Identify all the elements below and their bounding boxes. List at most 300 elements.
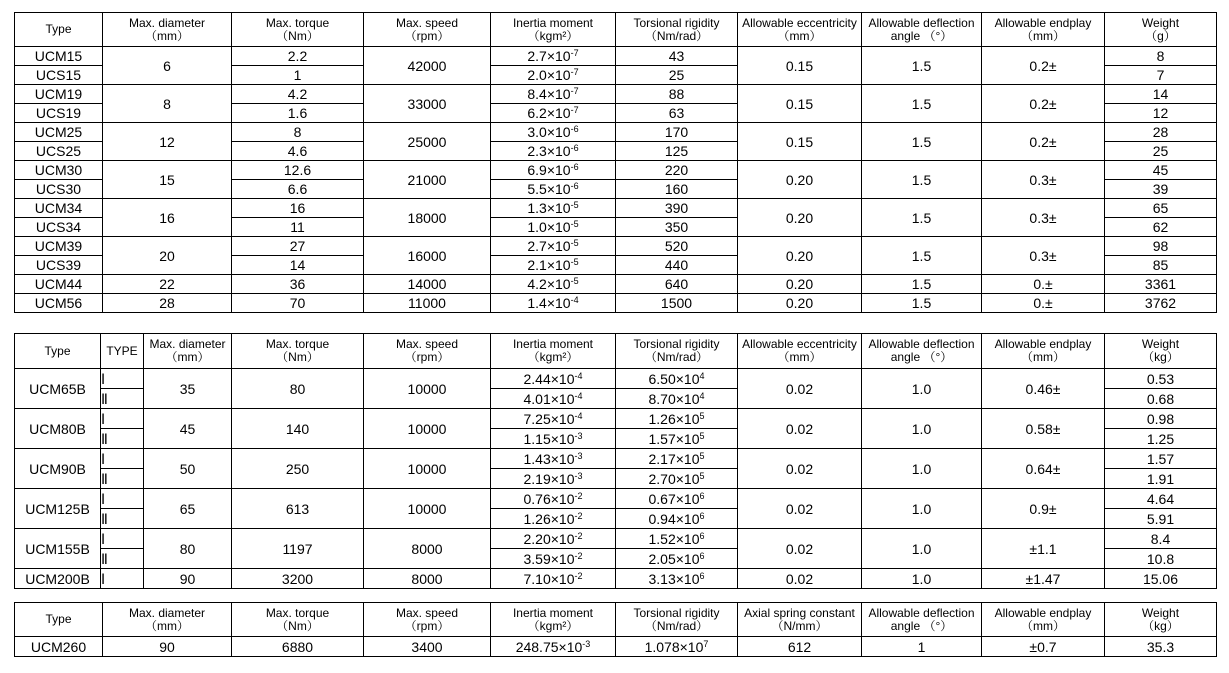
endplay-cell-text: ±1.47 <box>1025 570 1061 587</box>
variant-cell-text: Ⅰ <box>101 450 106 467</box>
speed-cell <box>364 85 491 123</box>
column-header <box>15 13 103 47</box>
endplay-cell-text: 0.58± <box>1025 420 1061 437</box>
spring-constant-cell-text: 612 <box>787 638 812 655</box>
rigidity-cell-exponent: 5 <box>699 410 705 421</box>
column-header-unit: （kg） <box>1142 618 1179 633</box>
rigidity-cell <box>616 47 738 66</box>
diameter-cell <box>103 275 232 294</box>
endplay-cell <box>982 294 1105 313</box>
inertia-cell-exponent: -7 <box>570 48 579 58</box>
diameter-cell-text: 45 <box>179 420 196 437</box>
table-row <box>15 369 1217 389</box>
variant-cell <box>101 469 144 489</box>
rigidity-cell-exponent: 6 <box>699 570 705 581</box>
weight-cell <box>1105 85 1217 104</box>
rigidity-cell <box>616 409 738 429</box>
column-header <box>982 334 1105 369</box>
torque-cell <box>232 275 364 294</box>
speed-cell-text: 18000 <box>407 209 447 226</box>
rigidity-cell-exponent: 5 <box>699 430 705 441</box>
rigidity-cell <box>616 569 738 589</box>
torque-cell-text: 6.6 <box>287 181 308 197</box>
type-cell <box>15 409 101 449</box>
weight-cell-text: 0.68 <box>1146 390 1175 407</box>
table-row <box>15 199 1217 218</box>
inertia-cell-exponent: -5 <box>570 200 579 210</box>
endplay-cell-text: 0.9± <box>1029 500 1057 517</box>
type-cell-text: UCM15 <box>34 48 83 64</box>
column-header <box>232 334 364 369</box>
torque-cell <box>232 637 364 657</box>
rigidity-cell <box>616 123 738 142</box>
weight-cell-text: 39 <box>1152 181 1169 197</box>
rigidity-cell <box>616 294 738 313</box>
weight-cell-text: 45 <box>1152 162 1169 178</box>
rigidity-cell <box>616 218 738 237</box>
speed-cell <box>364 123 491 161</box>
speed-cell-text: 42000 <box>407 57 447 74</box>
column-header-label: Allowable endplay <box>994 15 1092 30</box>
eccentricity-cell <box>738 294 862 313</box>
weight-cell-text: 1.91 <box>1146 470 1175 487</box>
type-cell-text: UCM260 <box>30 638 87 655</box>
torque-cell <box>232 180 364 199</box>
inertia-cell-text: 2.1×10 <box>527 257 571 273</box>
torque-cell <box>232 409 364 449</box>
eccentricity-cell-text: 0.20 <box>785 295 814 311</box>
inertia-cell-text: 3.0×10 <box>527 124 571 140</box>
endplay-cell <box>982 123 1105 161</box>
endplay-cell <box>982 529 1105 569</box>
diameter-cell <box>103 637 232 657</box>
column-header-unit: （kgm²） <box>527 618 579 633</box>
weight-cell <box>1105 123 1217 142</box>
rigidity-cell <box>616 142 738 161</box>
weight-cell <box>1105 637 1217 657</box>
column-header-unit: （kgm²） <box>527 350 579 364</box>
weight-cell-text: 3361 <box>1144 276 1177 292</box>
endplay-cell <box>982 569 1105 589</box>
rigidity-cell-text: 390 <box>664 200 689 216</box>
deflection-cell-text: 1.0 <box>911 380 932 397</box>
table-row <box>15 85 1217 104</box>
weight-cell <box>1105 104 1217 123</box>
rigidity-cell-exponent: 4 <box>699 390 705 401</box>
column-header <box>1105 13 1217 47</box>
torque-cell <box>232 569 364 589</box>
rigidity-cell <box>616 275 738 294</box>
deflection-cell-text: 1.0 <box>911 570 932 587</box>
type-cell <box>15 275 103 294</box>
eccentricity-cell-text: 0.20 <box>785 209 814 226</box>
inertia-cell-text: 2.3×10 <box>527 143 571 159</box>
diameter-cell <box>144 529 232 569</box>
weight-cell-text: 62 <box>1152 219 1169 235</box>
inertia-cell-exponent: -5 <box>570 219 579 229</box>
type-cell-text: UCM19 <box>34 86 83 102</box>
inertia-cell-text: 6.2×10 <box>527 105 571 121</box>
weight-cell-text: 10.8 <box>1146 550 1175 567</box>
diameter-cell <box>103 47 232 85</box>
column-header <box>1105 603 1217 637</box>
column-header-unit: （rpm） <box>404 28 450 43</box>
weight-cell-text: 85 <box>1152 257 1169 273</box>
deflection-cell <box>862 409 982 449</box>
deflection-cell-text: 1.5 <box>911 209 932 226</box>
column-header <box>364 603 491 637</box>
eccentricity-cell <box>738 237 862 275</box>
speed-cell-text: 10000 <box>407 380 447 397</box>
column-header-unit: （mm） <box>777 350 822 364</box>
eccentricity-cell-text: 0.15 <box>785 133 814 150</box>
coupling-spec-table-small <box>14 12 1217 313</box>
variant-cell <box>101 449 144 469</box>
column-header-unit: angle （°） <box>890 28 953 43</box>
deflection-cell-text: 1.5 <box>911 171 932 188</box>
type-cell-text: UCM39 <box>34 238 83 254</box>
speed-cell <box>364 369 491 409</box>
rigidity-cell-text: 88 <box>668 86 685 102</box>
column-header <box>491 13 616 47</box>
column-header-unit: （Nm/rad） <box>644 618 709 633</box>
rigidity-cell-text: 170 <box>664 124 689 140</box>
rigidity-cell-exponent: 6 <box>699 530 705 541</box>
rigidity-cell-exponent: 5 <box>699 450 705 461</box>
deflection-cell <box>862 161 982 199</box>
column-header <box>982 13 1105 47</box>
endplay-cell <box>982 489 1105 529</box>
rigidity-cell <box>616 180 738 199</box>
torque-cell-text: 12.6 <box>283 162 312 178</box>
type-cell-text: UCM80B <box>29 420 86 437</box>
type-cell-text: UCM56 <box>34 295 83 311</box>
rigidity-cell-text: 520 <box>664 238 689 254</box>
column-header-unit: （mm） <box>1021 350 1065 364</box>
speed-cell-text: 3400 <box>411 638 443 655</box>
rigidity-cell-text: 640 <box>664 276 689 292</box>
column-header <box>232 603 364 637</box>
rigidity-cell-text: 160 <box>664 181 689 197</box>
type-cell <box>15 104 103 123</box>
torque-cell <box>232 123 364 142</box>
weight-cell <box>1105 275 1217 294</box>
column-header-label: Max. speed <box>395 337 459 351</box>
endplay-cell <box>982 449 1105 489</box>
diameter-cell <box>103 199 232 237</box>
type-cell-text: UCS34 <box>35 219 82 235</box>
torque-cell <box>232 489 364 529</box>
torque-cell-text: 70 <box>289 295 306 311</box>
type-cell-text: UCM34 <box>34 200 83 216</box>
rigidity-cell <box>616 449 738 469</box>
column-header-unit: （rpm） <box>404 618 450 633</box>
spring-constant-cell <box>738 637 862 657</box>
column-header <box>738 334 862 369</box>
type-cell <box>15 66 103 85</box>
weight-cell <box>1105 294 1217 313</box>
torque-cell <box>232 199 364 218</box>
coupling-spec-table-ucm260 <box>14 602 1217 657</box>
inertia-cell-text: 2.0×10 <box>527 67 571 83</box>
deflection-cell <box>862 369 982 409</box>
column-header <box>862 334 982 369</box>
variant-cell-text: Ⅱ <box>101 470 108 487</box>
torque-cell <box>232 85 364 104</box>
inertia-cell-text: 4.2×10 <box>527 276 571 292</box>
inertia-cell-exponent: -5 <box>570 276 579 286</box>
variant-cell-text: Ⅱ <box>101 390 108 407</box>
weight-cell <box>1105 369 1217 389</box>
torque-cell-text: 16 <box>289 200 306 216</box>
speed-cell <box>364 529 491 569</box>
deflection-cell <box>862 47 982 85</box>
column-header-label: Max. speed <box>395 15 459 30</box>
weight-cell <box>1105 569 1217 589</box>
weight-cell-text: 15.06 <box>1142 570 1179 587</box>
eccentricity-cell-text: 0.15 <box>785 57 814 74</box>
column-header-unit: （mm） <box>165 350 210 364</box>
rigidity-cell-text: 440 <box>664 257 689 273</box>
eccentricity-cell-text: 0.02 <box>785 500 814 517</box>
header-row <box>15 334 1217 369</box>
deflection-cell-text: 1.5 <box>911 276 932 292</box>
speed-cell-text: 10000 <box>407 420 447 437</box>
type-cell-text: UCS15 <box>35 67 82 83</box>
rigidity-cell <box>616 529 738 549</box>
column-header-label: Allowable deflection <box>868 337 975 351</box>
column-header-label: Allowable deflection <box>868 605 975 620</box>
column-header-unit: （Nm） <box>276 350 319 364</box>
weight-cell-text: 14 <box>1152 86 1169 102</box>
diameter-cell-text: 20 <box>159 247 175 264</box>
type-cell <box>15 237 103 256</box>
column-header <box>232 13 364 47</box>
inertia-cell-exponent: -7 <box>570 67 579 77</box>
inertia-cell-text: 2.19×10 <box>523 470 575 487</box>
weight-cell <box>1105 161 1217 180</box>
rigidity-cell-exponent: 6 <box>699 510 705 521</box>
weight-cell-text: 65 <box>1152 200 1169 216</box>
eccentricity-cell <box>738 275 862 294</box>
weight-cell-text: 0.53 <box>1146 370 1175 387</box>
diameter-cell-text: 15 <box>159 171 175 188</box>
inertia-cell-exponent: -6 <box>570 181 579 191</box>
type-cell <box>15 489 101 529</box>
rigidity-cell <box>616 489 738 509</box>
type-cell <box>15 47 103 66</box>
inertia-cell <box>491 142 616 161</box>
table-row <box>15 569 1217 589</box>
inertia-cell <box>491 66 616 85</box>
inertia-cell <box>491 256 616 275</box>
deflection-cell <box>862 199 982 237</box>
eccentricity-cell-text: 0.20 <box>785 171 814 188</box>
rigidity-cell-exponent: 6 <box>699 550 705 561</box>
inertia-cell-text: 7.10×10 <box>523 570 575 587</box>
variant-cell-text: Ⅰ <box>101 570 106 587</box>
torque-cell-text: 11 <box>290 219 305 235</box>
weight-cell-text: 25 <box>1152 143 1169 159</box>
type-cell <box>15 294 103 313</box>
type-cell <box>15 142 103 161</box>
column-header-label: Max. torque <box>265 337 330 351</box>
weight-cell <box>1105 549 1217 569</box>
weight-cell-text: 1.25 <box>1146 430 1175 447</box>
type-cell-text: UCS25 <box>35 143 82 159</box>
weight-cell <box>1105 529 1217 549</box>
inertia-cell-text: 3.59×10 <box>523 550 575 567</box>
weight-cell <box>1105 389 1217 409</box>
torque-cell-text: 27 <box>289 238 306 254</box>
endplay-cell-text: 0.± <box>1033 295 1053 311</box>
column-header-label: Type <box>45 22 72 36</box>
type-cell-text: UCM90B <box>29 460 86 477</box>
deflection-cell <box>862 85 982 123</box>
column-header-label: Weight <box>1141 605 1180 620</box>
inertia-cell <box>491 294 616 313</box>
endplay-cell-text: 0.64± <box>1025 460 1061 477</box>
inertia-cell-exponent: -3 <box>582 638 591 649</box>
deflection-cell-text: 1.5 <box>911 247 932 264</box>
column-header-label: Max. torque <box>265 605 330 620</box>
weight-cell-text: 28 <box>1152 124 1169 140</box>
rigidity-cell-text: 1.52×10 <box>648 530 700 547</box>
column-header-label: Max. diameter <box>128 605 206 620</box>
torque-cell <box>232 218 364 237</box>
inertia-cell-text: 1.3×10 <box>527 200 571 216</box>
weight-cell-text: 98 <box>1152 238 1169 254</box>
column-header-unit: （Nm/rad） <box>644 350 709 364</box>
weight-cell-text: 3762 <box>1144 295 1177 311</box>
torque-cell <box>232 256 364 275</box>
torque-cell <box>232 294 364 313</box>
speed-cell-text: 16000 <box>407 247 447 264</box>
column-header-label: TYPE <box>106 343 138 358</box>
inertia-cell-text: 0.76×10 <box>523 490 575 507</box>
speed-cell-text: 11000 <box>408 295 446 311</box>
speed-cell <box>364 489 491 529</box>
rigidity-cell <box>616 389 738 409</box>
inertia-cell-text: 8.4×10 <box>527 86 571 102</box>
type-cell-text: UCM125B <box>25 500 90 517</box>
column-header-label: Max. speed <box>395 605 459 620</box>
deflection-cell-text: 1.0 <box>911 420 932 437</box>
torque-cell-text: 1197 <box>282 540 313 557</box>
rigidity-cell-text: 25 <box>668 67 685 83</box>
header-row <box>15 13 1217 47</box>
eccentricity-cell-text: 0.02 <box>785 460 814 477</box>
variant-cell-text: Ⅱ <box>101 430 108 447</box>
diameter-cell <box>103 294 232 313</box>
inertia-cell <box>491 85 616 104</box>
torque-cell-text: 1 <box>293 67 302 83</box>
column-header-label: Inertia moment <box>512 337 594 351</box>
weight-cell-text: 1.57 <box>1146 450 1175 467</box>
inertia-cell-text: 4.01×10 <box>523 390 575 407</box>
torque-cell <box>232 529 364 569</box>
eccentricity-cell-text: 0.15 <box>785 95 814 112</box>
column-header <box>738 603 862 637</box>
inertia-cell-text: 1.15×10 <box>523 430 575 447</box>
endplay-cell <box>982 161 1105 199</box>
inertia-cell <box>491 637 616 657</box>
diameter-cell <box>103 123 232 161</box>
rigidity-cell-text: 2.17×10 <box>648 450 700 467</box>
eccentricity-cell <box>738 409 862 449</box>
weight-cell <box>1105 180 1217 199</box>
diameter-cell <box>144 369 232 409</box>
variant-cell-text: Ⅰ <box>101 370 106 387</box>
endplay-cell-text: 0.2± <box>1029 57 1057 74</box>
inertia-cell-text: 2.20×10 <box>523 530 575 547</box>
diameter-cell <box>144 569 232 589</box>
deflection-cell-text: 1.0 <box>911 540 932 557</box>
weight-cell-text: 8.4 <box>1150 530 1171 547</box>
inertia-cell-text: 7.25×10 <box>523 410 575 427</box>
endplay-cell-text: 0.3± <box>1029 247 1057 264</box>
inertia-cell-text: 1.43×10 <box>523 450 575 467</box>
column-header <box>101 334 144 369</box>
table-row <box>15 237 1217 256</box>
rigidity-cell-exponent: 6 <box>699 490 705 501</box>
column-header <box>491 334 616 369</box>
weight-cell-text: 35.3 <box>1146 638 1175 655</box>
column-header-unit: （mm） <box>1021 618 1065 633</box>
speed-cell <box>364 569 491 589</box>
column-header <box>15 334 101 369</box>
type-cell <box>15 85 103 104</box>
coupling-spec-table-large <box>14 333 1217 589</box>
endplay-cell <box>982 409 1105 449</box>
inertia-cell-exponent: -7 <box>570 86 579 96</box>
variant-cell <box>101 369 144 389</box>
table-row <box>15 275 1217 294</box>
torque-cell-text: 613 <box>285 500 310 517</box>
table-row <box>15 123 1217 142</box>
type-cell <box>15 180 103 199</box>
weight-cell <box>1105 449 1217 469</box>
inertia-cell <box>491 549 616 569</box>
rigidity-cell-text: 2.70×10 <box>648 470 700 487</box>
rigidity-cell-text: 0.67×10 <box>648 490 700 507</box>
inertia-cell <box>491 199 616 218</box>
diameter-cell-text: 50 <box>179 460 196 477</box>
weight-cell <box>1105 489 1217 509</box>
column-header <box>364 13 491 47</box>
rigidity-cell <box>616 66 738 85</box>
rigidity-cell <box>616 469 738 489</box>
inertia-cell-exponent: -4 <box>570 295 579 305</box>
inertia-cell-exponent: -4 <box>574 410 583 421</box>
column-header-label: Max. diameter <box>149 337 226 351</box>
type-cell <box>15 529 101 569</box>
deflection-cell-text: 1.0 <box>911 500 932 517</box>
endplay-cell-text: 0.2± <box>1029 95 1057 112</box>
variant-cell-text: Ⅰ <box>101 410 106 427</box>
rigidity-cell <box>616 429 738 449</box>
diameter-cell-text: 8 <box>163 95 171 112</box>
type-cell <box>15 569 101 589</box>
speed-cell <box>364 47 491 85</box>
rigidity-cell-text: 6.50×10 <box>648 370 700 387</box>
deflection-cell-text: 1.5 <box>911 57 932 74</box>
rigidity-cell-text: 1.26×10 <box>648 410 700 427</box>
weight-cell <box>1105 409 1217 429</box>
rigidity-cell-text: 1500 <box>660 295 693 311</box>
eccentricity-cell <box>738 449 862 489</box>
column-header-label: Inertia moment <box>512 15 594 30</box>
